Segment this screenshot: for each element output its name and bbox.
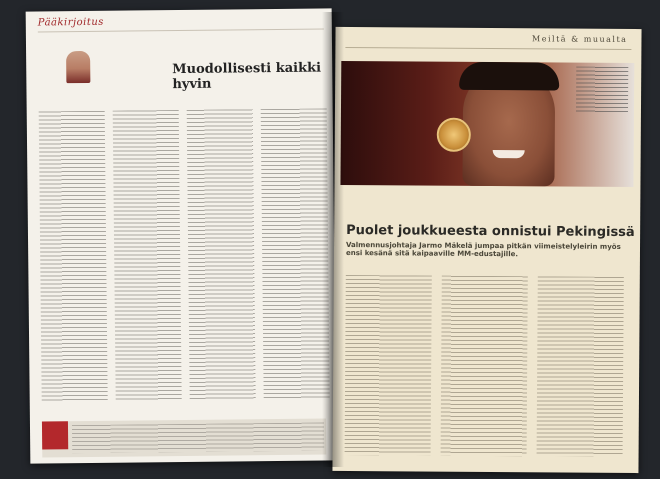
athlete-hair [459, 62, 559, 91]
athlete-smile [493, 150, 525, 158]
article-title: Puolet joukkueesta onnistui Pekingissä [346, 223, 635, 241]
text-column [39, 111, 108, 402]
left-page [26, 8, 337, 463]
section-header: Meiltä & muualta [532, 34, 628, 44]
author-photo [66, 51, 90, 83]
header-rule [345, 47, 631, 50]
publisher-logo [42, 421, 68, 449]
athlete-photo [340, 61, 634, 187]
article-subtitle: Valmennusjohtaja Jarmo Mäkelä jumpaa pitkän viimeistelyleirin myös ensi kesänä sitä kaipaaville MM-edustajille. [345, 241, 621, 259]
text-column [187, 109, 256, 400]
text-column [113, 110, 182, 401]
editorial-headline: Muodollisesti kaikki hyvin [172, 60, 322, 93]
photo-caption [576, 67, 628, 113]
header-rule [38, 28, 324, 32]
text-column [537, 276, 624, 457]
section-header: Pääkirjoitus [37, 16, 104, 29]
text-column [345, 275, 432, 456]
binding-gutter [322, 12, 344, 467]
author-info [98, 54, 158, 55]
text-column [261, 108, 330, 399]
text-column [441, 276, 528, 457]
footer-text-block [72, 423, 324, 454]
medal [437, 118, 471, 152]
right-page [332, 27, 641, 473]
